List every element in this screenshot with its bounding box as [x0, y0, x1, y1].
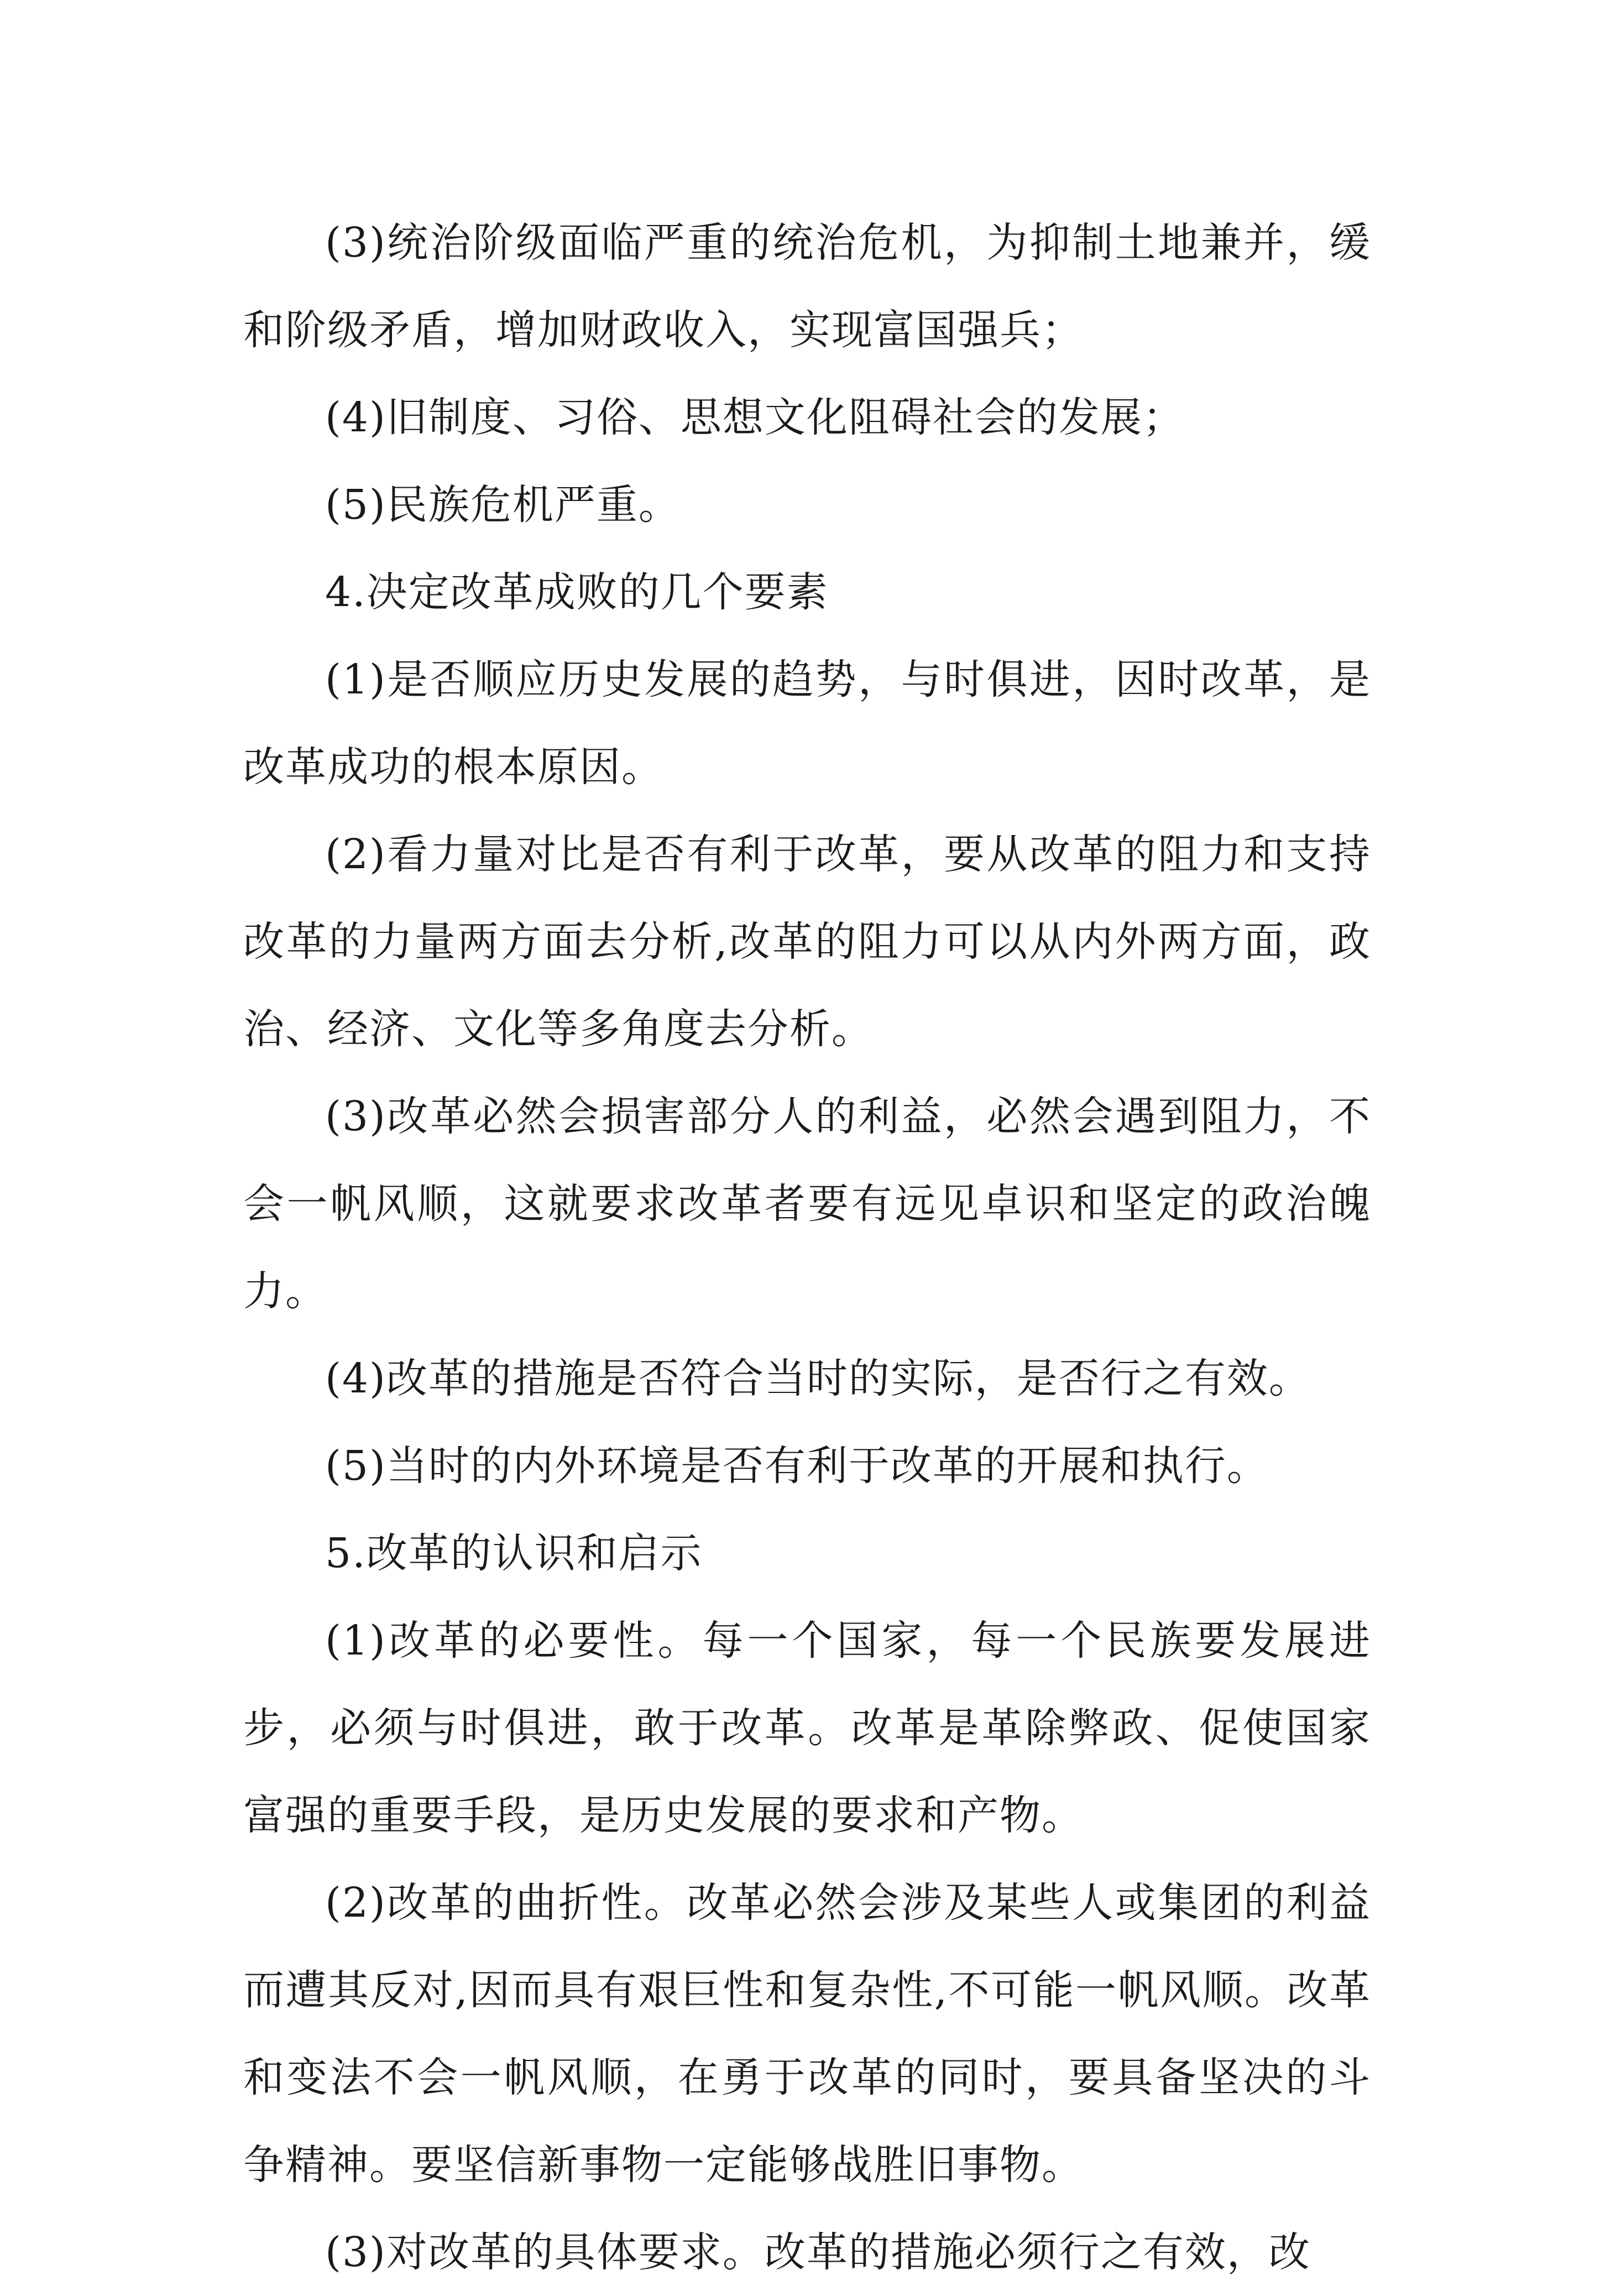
paragraph-point-4-old-system: (4)旧制度、习俗、思想文化阻碍社会的发展； [325, 394, 1185, 441]
document-body [243, 199, 1371, 2296]
paragraph-factor-1: (1)是否顺应历史发展的趋势，与时俱进，因时改革，是改革成功的根本原因。 [243, 656, 1371, 791]
paragraph-insight-1: (1)改革的必要性。每一个国家，每一个民族要发展进步，必须与时俱进，敢于改革。改革是革除弊政、促使国家富强的重要手段，是历史发展的要求和产物。 [243, 1617, 1371, 1839]
paragraph-factor-4: (4)改革的措施是否符合当时的实际，是否行之有效。 [325, 1355, 1311, 1402]
paragraph-factor-2: (2)看力量对比是否有利于改革，要从改革的阻力和支持改革的力量两方面去分析,改革的阻力可以从内外两方面，政治、经济、文化等多角度去分析。 [243, 831, 1371, 1053]
section-heading-5: 5.改革的认识和启示 [325, 1530, 703, 1577]
paragraph-factor-3: (3)改革必然会损害部分人的利益，必然会遇到阻力，不会一帆风顺，这就要求改革者要有远见卓识和坚定的政治魄力。 [243, 1093, 1371, 1315]
section-heading-4: 4.决定改革成败的几个要素 [325, 568, 829, 616]
paragraph-factor-5: (5)当时的内外环境是否有利于改革的开展和执行。 [325, 1442, 1269, 1490]
paragraph-insight-3: (3)对改革的具体要求。改革的措施必须行之有效，改 [325, 2229, 1311, 2276]
paragraph-point-5-national-crisis: (5)民族危机严重。 [325, 481, 681, 529]
paragraph-insight-2: (2)改革的曲折性。改革必然会涉及某些人或集团的利益而遭其反对,因而具有艰巨性和复杂性,不可能一帆风顺。改革和变法不会一帆风顺，在勇于改革的同时，要具备坚决的斗争精神。要坚信新事物一定能够战胜旧事物。 [243, 1879, 1371, 2189]
paragraph-point-3-ruling-crisis: (3)统治阶级面临严重的统治危机，为抑制土地兼并，缓和阶级矛盾，增加财政收入，实现富国强兵； [243, 219, 1371, 354]
